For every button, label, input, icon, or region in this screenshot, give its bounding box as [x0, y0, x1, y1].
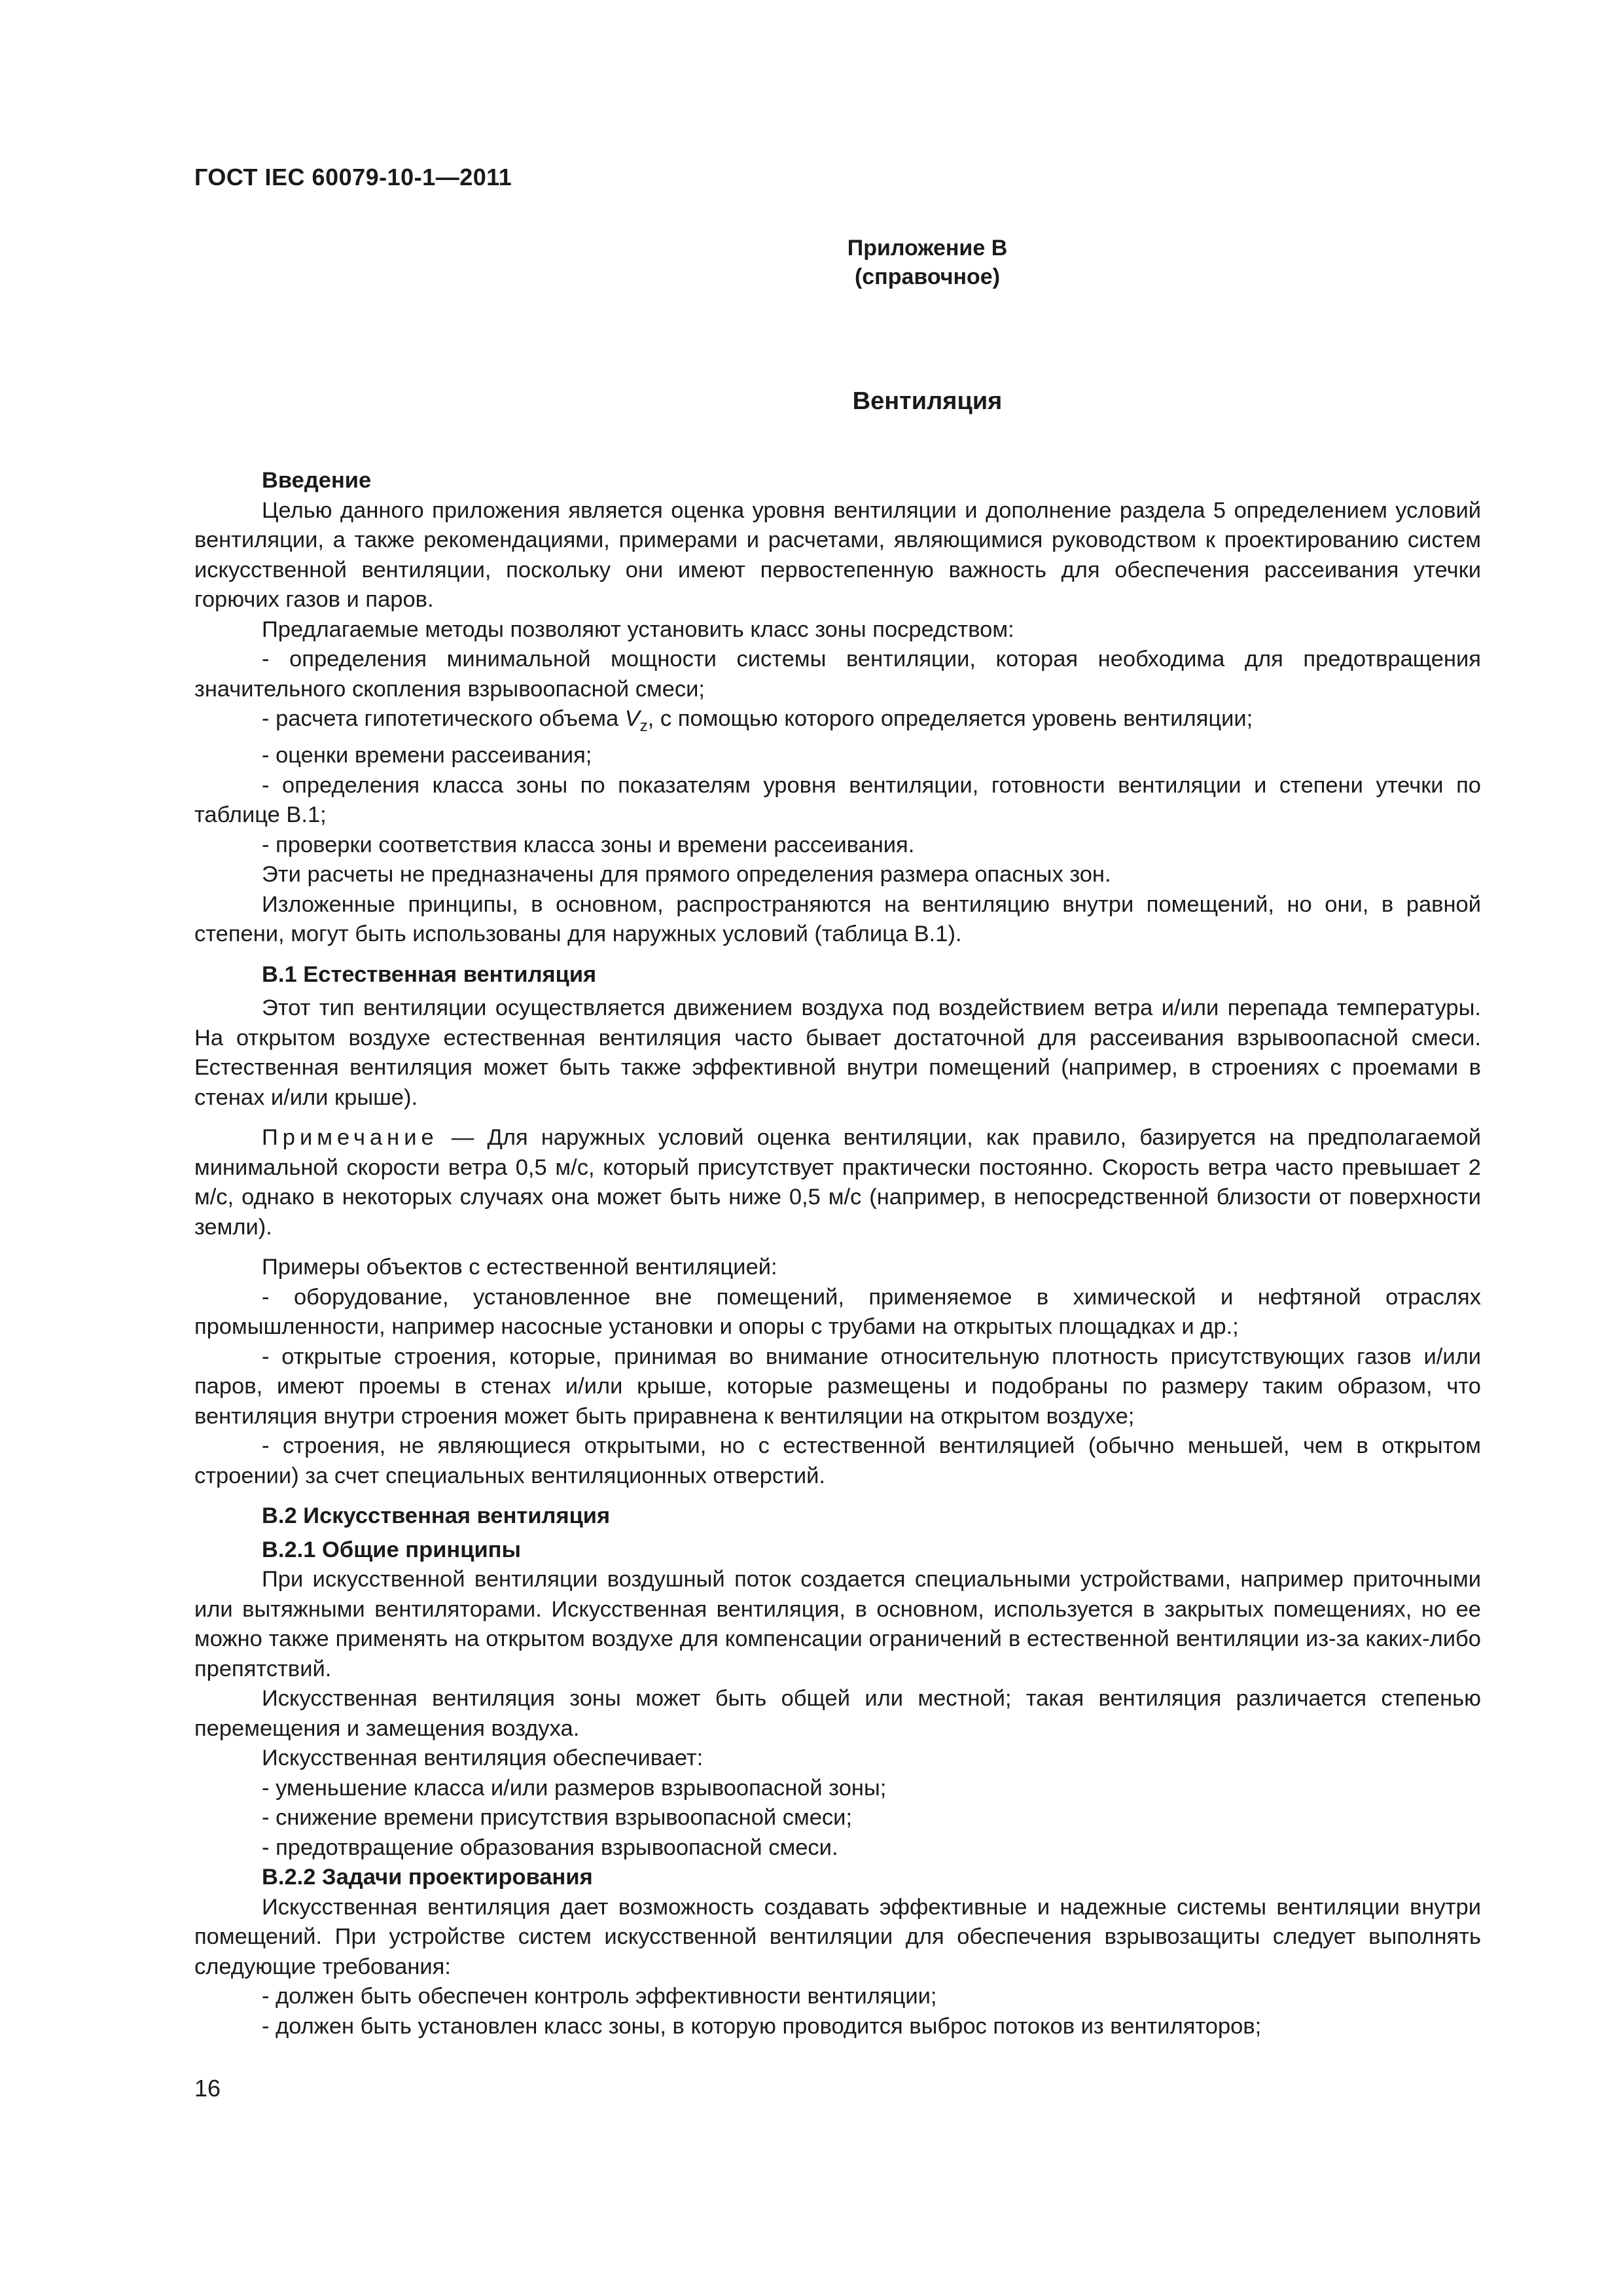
intro-heading: Введение — [262, 468, 372, 493]
variable-subscript: z — [639, 717, 648, 735]
list-item: - снижение времени присутствия взрывоопасной смеси; — [262, 1805, 853, 1831]
note-label: Примечание — [262, 1125, 438, 1151]
variable-symbol: V — [624, 706, 640, 731]
list-item-text: , с помощью которого определяется уровень вентиляции; — [647, 706, 1253, 731]
note — [194, 1123, 1481, 1242]
list-item: - должен быть установлен класс зоны, в которую проводится выброс потоков из вентиляторов; — [262, 2013, 1262, 2039]
paragraph: Целью данного приложения является оценка уровня вентиляции и дополнение раздела 5 определением условий вентиляции, а также рекомендациями, примерами и расчетами, являющимися руководством к проектированию систем искусственной вентиляции, поскольку они имеют первостепенную важность для обеспечения рассеивания утечки горючих газов и паров. — [194, 497, 1481, 612]
paragraph: Предлагаемые методы позволяют установить класс зоны посредством: — [262, 617, 1014, 642]
section-b1-heading: В.1 Естественная вентиляция — [262, 961, 597, 987]
list-item: - определения класса зоны по показателям уровня вентиляции, готовности вентиляции и степени утечки по таблице В.1; — [194, 772, 1481, 828]
standard-header: ГОСТ IEC 60079-10-1—2011 — [194, 164, 512, 190]
paragraph: Искусственная вентиляция зоны может быть общей или местной; такая вентиляция различается степенью перемещения и замещения воздуха. — [194, 1686, 1481, 1741]
paragraph: Этот тип вентиляции осуществляется движением воздуха под воздействием ветра и/или перепада температуры. На открытом воздухе естественная вентиляция часто бывает достаточной для рассеивания взрывоопасной смеси. Естественная вентиляция может быть также эффективной внутри помещений (например, в строениях с проемами в стенах и/или крыше). — [194, 996, 1481, 1110]
section-b21-heading: В.2.1 Общие принципы — [262, 1537, 521, 1562]
list-item: - открытые строения, которые, принимая во внимание относительную плотность присутствующих газов и/или паров, имеют проемы в стенах и/или крыше, которые размещены и подобраны по размеру таким образом, что вентиляция внутри строения может быть приравнена к вентиляции на открытом воздухе; — [194, 1344, 1481, 1429]
list-item: - уменьшение класса и/или размеров взрывоопасной зоны; — [262, 1775, 887, 1801]
document-body — [194, 466, 1481, 2041]
note-text: — Для наружных условий оценка вентиляции, как правило, базируется на предполагаемой минимальной скорости ветра 0,5 м/с, который присутствует практически постоянно. Скорость ветра часто превышает 2 м/с, однако в некоторых случаях она может быть ниже 0,5 м/с (например, в непосредственной близости от поверхности земли). — [194, 1125, 1481, 1240]
list-item: - проверки соответствия класса зоны и времени рассеивания. — [262, 832, 915, 857]
list-item: - должен быть обеспечен контроль эффективности вентиляции; — [262, 1984, 937, 2009]
list-item: - определения минимальной мощности системы вентиляции, которая необходима для предотвращения значительного скопления взрывоопасной смеси; — [194, 647, 1481, 702]
section-title: Вентиляция — [852, 387, 1003, 415]
list-item: - оценки времени рассеивания; — [262, 743, 592, 768]
paragraph: Искусственная вентиляция дает возможность создавать эффективные и надежные системы вентиляции внутри помещений. При устройстве систем искусственной вентиляции для обеспечения взрывозащиты следует выполнять следующие требования: — [194, 1894, 1481, 1979]
paragraph: Эти расчеты не предназначены для прямого определения размера опасных зон. — [262, 862, 1111, 888]
paragraph: Изложенные принципы, в основном, распространяются на вентиляцию внутри помещений, но они, в равной степени, могут быть использованы для наружных условий (таблица В.1). — [194, 891, 1481, 947]
list-item: - предотвращение образования взрывоопасной смеси. — [262, 1835, 838, 1860]
section-b2-heading: В.2 Искусственная вентиляция — [262, 1503, 611, 1529]
list-item — [194, 704, 1481, 741]
section-b22-heading: В.2.2 Задачи проектирования — [262, 1865, 593, 1890]
annex-kind: (справочное) — [854, 264, 1001, 289]
list-item: - оборудование, установленное вне помещений, применяемое в химической и нефтяной отраслях промышленности, например насосные установки и опоры с трубами на открытых площадках и др.; — [194, 1284, 1481, 1340]
paragraph: Искусственная вентиляция обеспечивает: — [262, 1746, 704, 1771]
list-item-text: - расчета гипотетического объема — [262, 706, 625, 731]
annex-title: Приложение В — [847, 236, 1008, 260]
paragraph: Примеры объектов с естественной вентиляцией: — [262, 1255, 777, 1280]
page-number: 16 — [194, 2075, 221, 2102]
paragraph: При искусственной вентиляции воздушный поток создается специальными устройствами, например приточными или вытяжными вентиляторами. Искусственная вентиляция, в основном, используется в закрытых помещениях, но ее можно также применять на открытом воздухе для компенсации ограничений в естественной вентиляции из-за каких-либо препятствий. — [194, 1567, 1481, 1681]
list-item: - строения, не являющиеся открытыми, но с естественной вентиляцией (обычно меньшей, чем в открытом строении) за счет специальных вентиляционных отверстий. — [194, 1433, 1481, 1488]
